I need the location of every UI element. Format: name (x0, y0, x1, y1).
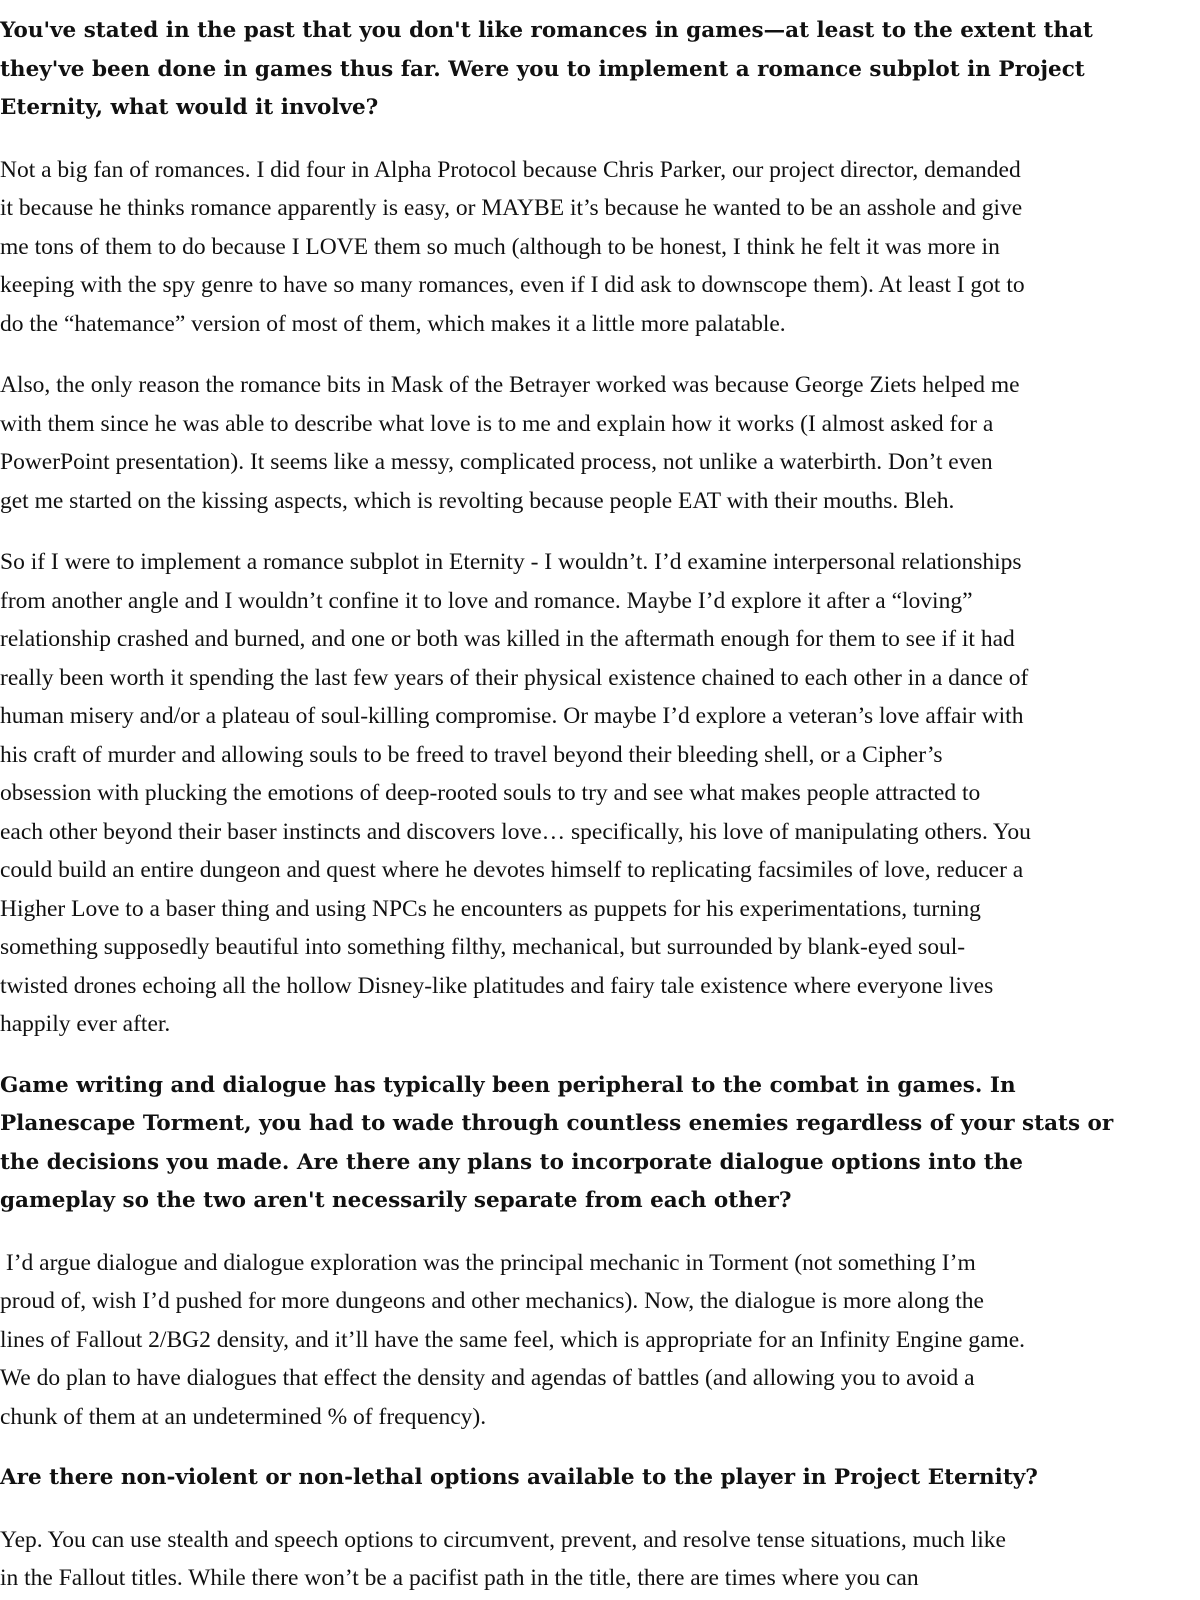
interview-article (0, 12, 1200, 1598)
answer-line: do the “hatemance” version of most of them, which makes it a little more palatable. (0, 310, 786, 337)
answer-line: PowerPoint presentation). It seems like a messy, complicated process, not unlike a waterbirth. Don’t even (0, 449, 993, 475)
answer-line: from another angle and I wouldn’t confine it to love and romance. Maybe I’d explore it after a “loving” (0, 587, 973, 614)
answer-line: relationship crashed and burned, and one or both was killed in the aftermath enough for them to see if it had (0, 626, 1015, 652)
question-dialogue-combat (0, 1067, 1200, 1221)
answer-line: Higher Love to a baser thing and using NPCs he encounters as puppets for his experimentations, turning (0, 895, 981, 922)
answer-line: proud of, wish I’d pushed for more dungeons and other mechanics). Now, the dialogue is more along the (0, 1288, 984, 1314)
answer-line: Yep. You can use stealth and speech options to circumvent, prevent, and resolve tense situations, much like (0, 1526, 1006, 1553)
answer-romance-paragraph-2 (0, 366, 1200, 520)
question-line: the decisions you made. Are there any plans to incorporate dialogue options into the (0, 1149, 1023, 1175)
answer-romance-paragraph-1 (0, 151, 1200, 344)
answer-dialogue-combat (0, 1244, 1200, 1437)
answer-line: I’d argue dialogue and dialogue exploration was the principal mechanic in Torment (not something I’m (0, 1249, 976, 1276)
answer-line: keeping with the spy genre to have so many romances, even if I did ask to downscope them). At least I got to (0, 272, 1025, 298)
answer-line: his craft of murder and allowing souls to be freed to travel beyond their bleeding shell, or a Cipher’s (0, 741, 943, 768)
question-non-violent (0, 1459, 1200, 1498)
question-line: gameplay so the two aren't necessarily separate from each other? (0, 1188, 792, 1213)
question-line: Are there non-violent or non-lethal options available to the player in Project Eternity? (0, 1465, 1038, 1490)
answer-line: lines of Fallout 2/BG2 density, and it’ll have the same feel, which is appropriate for an Infinity Engine game. (0, 1326, 1026, 1353)
answer-line: happily ever after. (0, 1011, 171, 1037)
question-romance (0, 12, 1200, 128)
answer-line: So if I were to implement a romance subplot in Eternity - I wouldn’t. I’d examine interpersonal relationships (0, 549, 1022, 575)
answer-non-violent (0, 1521, 1200, 1598)
answer-line: twisted drones echoing all the hollow Disney-like platitudes and fairy tale existence where everyone lives (0, 972, 994, 999)
answer-line: with them since he was able to describe what love is to me and explain how it works (I almost asked for a (0, 410, 994, 437)
answer-line: obsession with plucking the emotions of deep-rooted souls to try and see what makes people attracted to (0, 780, 981, 806)
question-line: You've stated in the past that you don't like romances in games—at least to the extent that (0, 18, 1093, 43)
answer-line: Also, the only reason the romance bits in Mask of the Betrayer worked was because George Ziets helped me (0, 372, 1020, 398)
answer-line: could build an entire dungeon and quest where he devotes himself to replicating facsimiles of love, reducer a (0, 857, 1024, 883)
question-line: Eternity, what would it involve? (0, 95, 379, 120)
answer-line: human misery and/or a plateau of soul-killing compromise. Or maybe I’d explore a veteran’s love affair with (0, 703, 1024, 729)
answer-line: me tons of them to do because I LOVE them so much (although to be honest, I think he felt it was more in (0, 233, 1000, 260)
answer-line: each other beyond their baser instincts and discovers love… specifically, his love of manipulating others. You (0, 818, 1031, 845)
answer-line: get me started on the kissing aspects, which is revolting because people EAT with their mouths. Bleh. (0, 487, 955, 514)
answer-line: Not a big fan of romances. I did four in Alpha Protocol because Chris Parker, our project director, demanded (0, 156, 1021, 183)
question-line: Planescape Torment, you had to wade through countless enemies regardless of your stats or (0, 1111, 1114, 1136)
answer-line: in the Fallout titles. While there won’t be a pacifist path in the title, there are times where you can (0, 1565, 919, 1591)
answer-line: chunk of them at an undetermined % of frequency). (0, 1403, 487, 1430)
answer-romance-paragraph-3 (0, 543, 1200, 1044)
answer-line: We do plan to have dialogues that effect the density and agendas of battles (and allowing you to avoid a (0, 1365, 975, 1391)
answer-line: something supposedly beautiful into something filthy, mechanical, but surrounded by blank-eyed soul- (0, 934, 966, 960)
question-line: Game writing and dialogue has typically been peripheral to the combat in games. In (0, 1072, 1016, 1098)
question-line: they've been done in games thus far. Were you to implement a romance subplot in Project (0, 56, 1085, 82)
answer-line: really been worth it spending the last few years of their physical existence chained to each other in a dance of (0, 664, 1029, 691)
answer-line: it because he thinks romance apparently is easy, or MAYBE it’s because he wanted to be an asshole and give (0, 195, 1023, 221)
